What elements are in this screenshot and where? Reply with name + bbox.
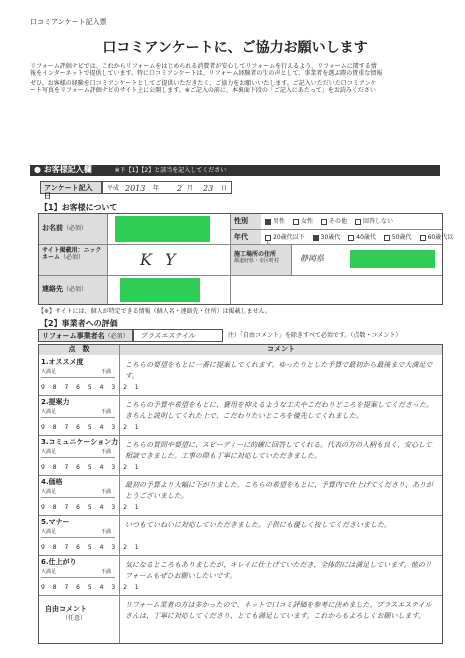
age-option-label: 20歳代以下 <box>273 234 305 241</box>
scale-high-label: 大満足 <box>41 489 57 495</box>
phone-required-note: （必須） <box>63 286 88 293</box>
checkbox-icon[interactable] <box>313 235 319 241</box>
scale-line <box>41 417 115 418</box>
required-note: 注）「自由コメント」を除きすべて必須です。（点数・コメント） <box>228 332 402 339</box>
section1-title: 【1】お客様について <box>40 203 118 212</box>
free-comment-note: （任意） <box>62 615 87 622</box>
gender-option-label: 女性 <box>301 218 314 225</box>
evaluation-row <box>39 476 442 516</box>
age-label: 年代 <box>231 230 261 244</box>
free-comment-text[interactable]: リフォーム業者の方は多かったので、ネットで口コミ評価を参考に決めました。プラスエステイルさんは、丁寧に対応してくださり、とても満足しています。これからもよろしくお願いします。 <box>125 601 432 620</box>
date-month: 2 <box>177 184 183 193</box>
section2-title: 【2】事業者への評価 <box>40 319 118 328</box>
checkbox-icon[interactable] <box>348 235 354 241</box>
date-day-unit: 日 <box>221 185 228 192</box>
company-required-note: （必須） <box>104 333 129 340</box>
criterion-title: 6.仕上がり <box>41 558 77 566</box>
address-label-cell <box>231 245 291 275</box>
nickname-value[interactable]: K Y <box>140 250 180 269</box>
score-scale[interactable]: 9 8 7 6 5 4 3 2 1 <box>41 424 142 431</box>
phone-label-cell <box>39 276 107 304</box>
gender-option-label: 回答しない <box>363 218 394 225</box>
comment-header: コメント <box>120 345 442 355</box>
scale-line <box>41 577 115 578</box>
scale-high-label: 大満足 <box>41 369 57 375</box>
age-options <box>265 234 465 248</box>
scale-high-label: 大満足 <box>41 569 57 575</box>
free-comment-label: 自由コメント <box>45 605 87 613</box>
checkbox-icon[interactable] <box>265 235 271 241</box>
age-option[interactable] <box>384 234 412 241</box>
gender-option[interactable] <box>355 218 393 225</box>
evaluation-row <box>39 356 442 396</box>
name-required-note: （必須） <box>63 225 88 232</box>
age-option-label: 40歳代 <box>356 234 376 241</box>
phone-label: 連絡先 <box>42 285 63 293</box>
address-label: 施工場所の住所 <box>234 251 277 258</box>
score-scale[interactable]: 9 8 7 6 5 4 3 2 1 <box>41 504 142 511</box>
checkbox-icon[interactable] <box>265 219 271 225</box>
customer-section-legend: ※下【1】【2】と該当を記入してください <box>114 167 227 174</box>
intro-text <box>30 63 440 94</box>
age-option-label: 50歳代 <box>391 234 412 241</box>
gender-option[interactable] <box>321 218 347 225</box>
privacy-footnote: 【※】サイトには、個人が特定できる情報（個人名・連絡先・住所）は掲載しません。 <box>38 308 271 315</box>
nickname-label: サイト掲載用：ニックネーム <box>42 247 102 261</box>
scale-high-label: 大満足 <box>41 449 57 455</box>
customer-section-heading: ● お客様記入欄 <box>34 165 92 174</box>
address-redacted <box>350 250 435 268</box>
scale-line <box>41 537 115 538</box>
address-note: 都道府県・市区町村 <box>234 258 280 264</box>
score-scale[interactable]: 9 8 7 6 5 4 3 2 1 <box>41 464 142 471</box>
checkbox-icon[interactable] <box>420 235 426 241</box>
date-year: 2013 <box>125 184 146 193</box>
points-header: 点 数 <box>39 345 119 355</box>
gender-label: 性別 <box>231 214 261 229</box>
scale-low-label: 不満 <box>101 529 112 535</box>
nickname-label-cell <box>39 245 107 275</box>
criterion-comment[interactable]: 最初の予算より大幅に下がりました。こちらの希望をもとに、予算内で仕上げてくださり、ありがとうございました。 <box>125 481 433 500</box>
gender-options <box>265 218 401 225</box>
checkbox-icon[interactable] <box>355 219 361 225</box>
phone-redacted[interactable] <box>120 278 200 302</box>
company-field[interactable] <box>133 329 223 342</box>
name-label: お名前 <box>42 224 63 232</box>
evaluation-row <box>39 396 442 436</box>
criterion-title: 3.コミュニケーション力 <box>41 438 119 446</box>
criterion-comment[interactable]: 気になるところもありましたが、キレイに仕上げていただき、全体的には満足しています。他のリフォームもぜひお願いしたいです。 <box>125 561 432 580</box>
age-option-label: 60歳代以 <box>427 234 454 241</box>
evaluation-row <box>39 516 442 556</box>
score-scale[interactable]: 9 8 7 6 5 4 3 2 1 <box>41 544 142 551</box>
criterion-title: 1.オススメ度 <box>41 358 84 366</box>
scale-line <box>41 457 115 458</box>
age-option[interactable] <box>313 234 341 241</box>
scale-low-label: 不満 <box>101 369 112 375</box>
intro-line: 報をインターネットで提供しています。特に口コミアンケートは、リフォーム経験者の生の声として、事業者を選ぶ際の貴重な情報 <box>30 70 383 77</box>
company-label-cell <box>38 329 133 342</box>
scale-line <box>41 497 115 498</box>
gender-option-label: 男性 <box>273 218 286 225</box>
gender-option[interactable] <box>265 218 285 225</box>
customer-section-bar <box>30 165 440 176</box>
checkbox-icon[interactable] <box>321 219 327 225</box>
criterion-comment[interactable]: こちらの質問や要望に、スピーディーに的確に回答してくれる。代表の方の人柄も良く、安心して相談できました。工事の際も丁寧に対応していただきました。 <box>125 441 433 460</box>
scale-low-label: 不満 <box>101 409 112 415</box>
nickname-required-note: （必須） <box>60 254 85 261</box>
evaluation-row <box>39 556 442 596</box>
form-small-title: 口コミアンケート記入票 <box>30 18 107 26</box>
scale-high-label: 大満足 <box>41 529 57 535</box>
checkbox-icon[interactable] <box>384 235 390 241</box>
age-option[interactable] <box>348 234 376 241</box>
intro-line: リフォーム評価ナビでは、これからリフォームをはじめられる消費者が安心してリフォームを行えるよう、リフォームに関する情 <box>30 63 377 70</box>
scale-line <box>41 377 115 378</box>
criterion-comment[interactable]: こちらの予算や希望をもとに、費用を抑えるような工夫やこだわりどころを提案してくださった。きちんと説明してくれた上で、こだわりたいところを優先してくれました。 <box>125 401 433 420</box>
scale-low-label: 不満 <box>101 489 112 495</box>
scale-high-label: 大満足 <box>41 409 57 415</box>
evaluation-row <box>39 436 442 476</box>
score-scale[interactable]: 9 8 7 6 5 4 3 2 1 <box>41 384 142 391</box>
date-era: 平成 <box>107 185 120 192</box>
gender-option[interactable] <box>293 218 313 225</box>
scale-low-label: 不満 <box>101 449 112 455</box>
criterion-comment[interactable]: いつもていねいに対応していただきました。子供にも優しく接してくださいました。 <box>125 521 391 529</box>
date-label: アンケート記入日 <box>40 181 102 194</box>
score-scale[interactable]: 9 8 7 6 5 4 3 2 1 <box>41 584 142 591</box>
date-day: 23 <box>203 184 214 193</box>
name-redacted[interactable] <box>115 216 210 242</box>
criterion-title: 2.提案力 <box>41 398 70 406</box>
intro-line: ゼひ、お客様の経験を口コミアンケートとしてご提供いただきたく、ご協力をお願いいたします。ご記入いただいた口コミアンケ <box>30 80 377 87</box>
date-year-unit: 年 <box>153 185 160 192</box>
intro-line: ート写真をリフォーム評価ナビのサイト上に公開します。※ご記入の前に、本裏面下段の「ご記入にあたって」をお読みください <box>30 87 376 94</box>
address-value[interactable]: 静岡県 <box>300 254 324 263</box>
age-option-label: 30歳代 <box>320 234 341 241</box>
company-value: プラスエステイル <box>140 332 196 340</box>
date-month-unit: 月 <box>187 185 194 192</box>
age-option[interactable] <box>265 234 305 241</box>
criterion-title: 5.マナー <box>41 518 70 526</box>
criterion-title: 4.価格 <box>41 478 63 486</box>
checkbox-icon[interactable] <box>293 219 299 225</box>
page-title: 口コミアンケートに、ご協力お願いします <box>102 40 368 56</box>
name-label-cell <box>39 214 107 244</box>
date-field[interactable] <box>102 181 232 194</box>
company-label: リフォーム事業者名 <box>42 332 105 340</box>
gender-option-label: その他 <box>329 218 348 225</box>
criterion-comment[interactable]: こちらの要望をもとに一番に提案してくれます。ゆったりとした予算で最初から最後まで大満足です。 <box>125 361 433 380</box>
scale-low-label: 不満 <box>101 569 112 575</box>
